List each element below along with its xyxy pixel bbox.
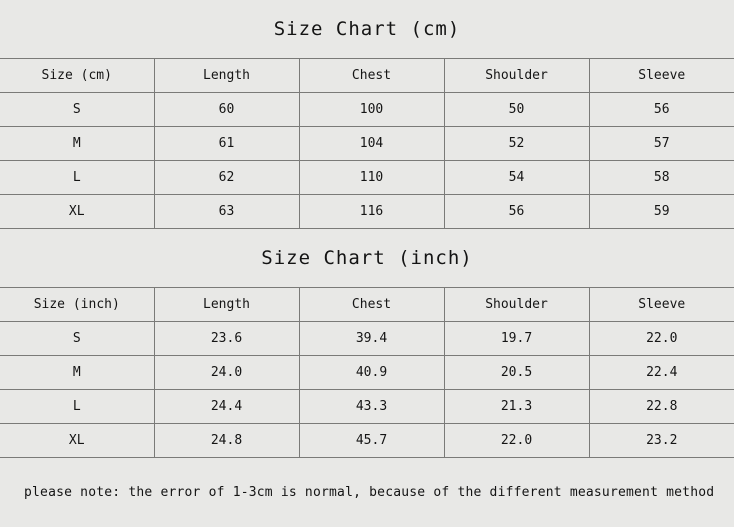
table-row bbox=[0, 322, 734, 356]
cell-size: L bbox=[0, 390, 154, 424]
cell-length: 23.6 bbox=[154, 322, 299, 356]
cell-length: 63 bbox=[154, 195, 299, 229]
cell-size: XL bbox=[0, 195, 154, 229]
cell-chest: 39.4 bbox=[299, 322, 444, 356]
column-header-size: Size (cm) bbox=[0, 59, 154, 93]
table-row bbox=[0, 424, 734, 458]
cell-sleeve: 23.2 bbox=[589, 424, 734, 458]
cell-size: M bbox=[0, 127, 154, 161]
cell-shoulder: 21.3 bbox=[444, 390, 589, 424]
inch-chart-title: Size Chart (inch) bbox=[261, 247, 473, 269]
cell-size: L bbox=[0, 161, 154, 195]
cell-chest: 40.9 bbox=[299, 356, 444, 390]
column-header-sleeve: Sleeve bbox=[589, 59, 734, 93]
column-header-length: Length bbox=[154, 59, 299, 93]
cm-chart-title: Size Chart (cm) bbox=[273, 18, 461, 40]
table-row bbox=[0, 93, 734, 127]
cell-size: XL bbox=[0, 424, 154, 458]
cell-sleeve: 22.8 bbox=[589, 390, 734, 424]
cell-shoulder: 22.0 bbox=[444, 424, 589, 458]
cell-shoulder: 50 bbox=[444, 93, 589, 127]
table-row bbox=[0, 356, 734, 390]
cell-chest: 45.7 bbox=[299, 424, 444, 458]
column-header-shoulder: Shoulder bbox=[444, 59, 589, 93]
table-row bbox=[0, 161, 734, 195]
inch-size-table bbox=[0, 288, 734, 457]
cell-length: 24.8 bbox=[154, 424, 299, 458]
cell-sleeve: 56 bbox=[589, 93, 734, 127]
cell-length: 62 bbox=[154, 161, 299, 195]
cell-sleeve: 58 bbox=[589, 161, 734, 195]
cell-size: S bbox=[0, 93, 154, 127]
cell-size: M bbox=[0, 356, 154, 390]
cell-shoulder: 19.7 bbox=[444, 322, 589, 356]
cell-chest: 110 bbox=[299, 161, 444, 195]
cell-length: 24.4 bbox=[154, 390, 299, 424]
cell-shoulder: 56 bbox=[444, 195, 589, 229]
column-header-shoulder: Shoulder bbox=[444, 288, 589, 322]
cell-size: S bbox=[0, 322, 154, 356]
table-row bbox=[0, 195, 734, 229]
cell-length: 24.0 bbox=[154, 356, 299, 390]
column-header-sleeve: Sleeve bbox=[589, 288, 734, 322]
cell-shoulder: 20.5 bbox=[444, 356, 589, 390]
cell-shoulder: 54 bbox=[444, 161, 589, 195]
column-header-length: Length bbox=[154, 288, 299, 322]
cell-chest: 43.3 bbox=[299, 390, 444, 424]
cell-chest: 116 bbox=[299, 195, 444, 229]
cell-sleeve: 59 bbox=[589, 195, 734, 229]
table-header-row bbox=[0, 288, 734, 322]
cell-length: 60 bbox=[154, 93, 299, 127]
column-header-chest: Chest bbox=[299, 288, 444, 322]
table-header-row bbox=[0, 59, 734, 93]
cell-chest: 104 bbox=[299, 127, 444, 161]
table-row bbox=[0, 127, 734, 161]
column-header-chest: Chest bbox=[299, 59, 444, 93]
cell-sleeve: 57 bbox=[589, 127, 734, 161]
cell-chest: 100 bbox=[299, 93, 444, 127]
cm-size-table bbox=[0, 59, 734, 228]
cell-sleeve: 22.4 bbox=[589, 356, 734, 390]
table-row bbox=[0, 390, 734, 424]
column-header-size: Size (inch) bbox=[0, 288, 154, 322]
measurement-note: please note: the error of 1-3cm is normal, because of the different measurement method bbox=[24, 485, 715, 500]
cell-sleeve: 22.0 bbox=[589, 322, 734, 356]
cell-shoulder: 52 bbox=[444, 127, 589, 161]
cell-length: 61 bbox=[154, 127, 299, 161]
